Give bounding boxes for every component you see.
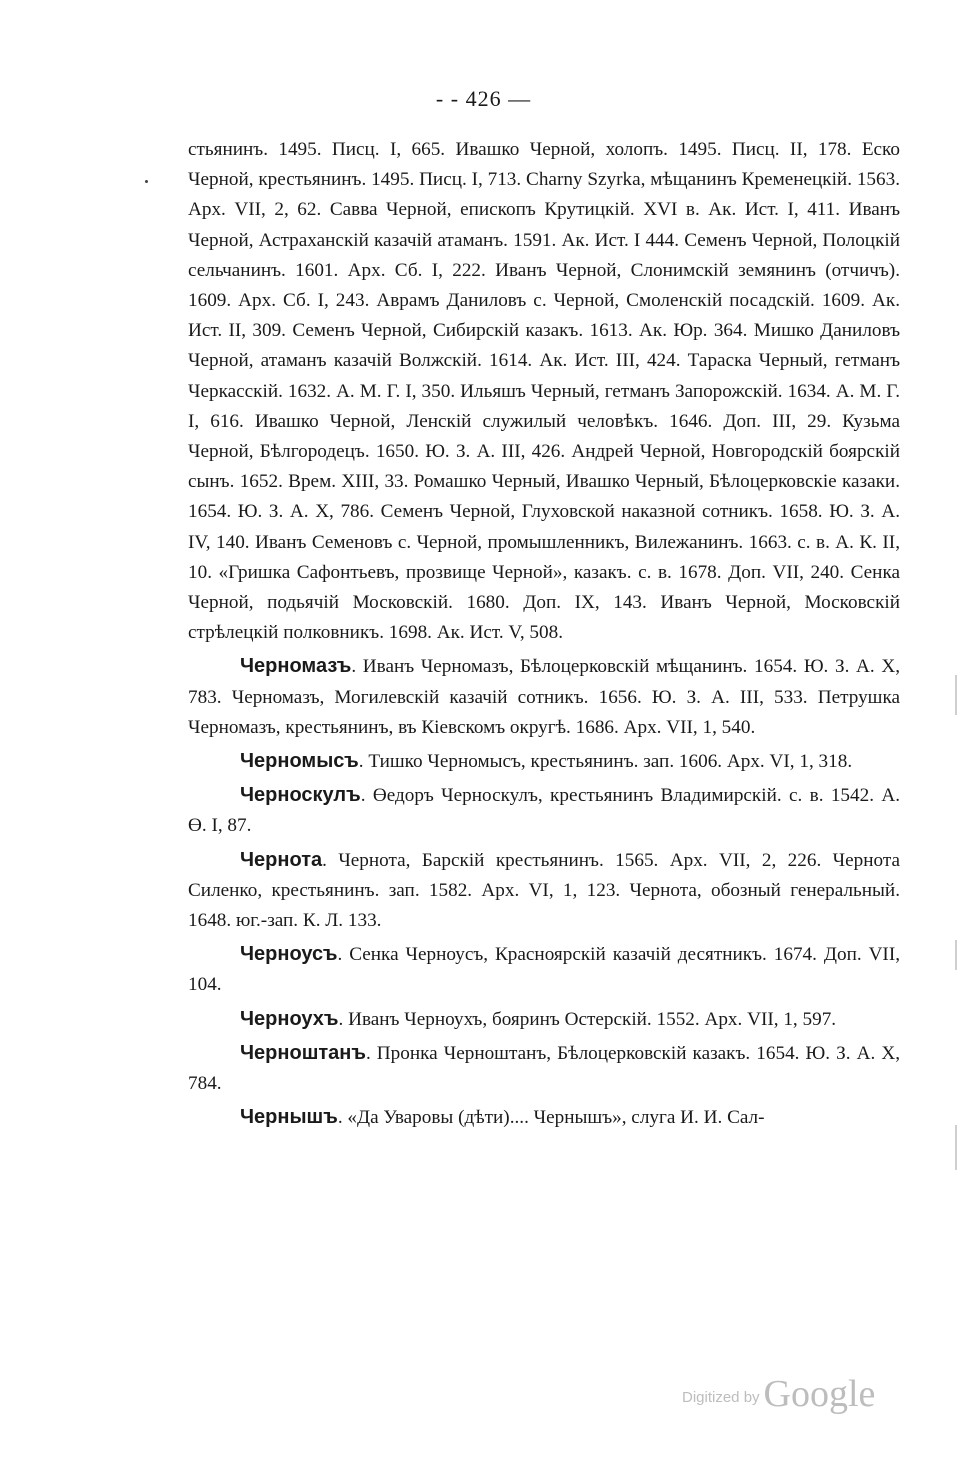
entry-text: . Өедоръ Черноскулъ, крестьянинъ Владимирскій. с. в. 1542. А. Ө. I, 87. bbox=[188, 785, 900, 837]
headword: Черноскулъ bbox=[240, 784, 361, 807]
scan-edge-mark bbox=[955, 675, 957, 715]
headword: Чернота bbox=[240, 848, 323, 871]
entry-text: . «Да Уваровы (дѣти).... Чернышъ», слуга И. И. Сал- bbox=[337, 1107, 765, 1129]
headword: Черноусъ bbox=[240, 943, 338, 966]
entry-chernoshtan bbox=[188, 1038, 900, 1099]
page-number: - - 426 — bbox=[435, 86, 532, 111]
intro-paragraph: стьянинъ. 1495. Писц. I, 665. Ивашко Черной, холопъ. 1495. Писц. II, 178. Еско Черной, крестьянинъ. 1495. Писц. I, 713. Charny Szyrka, мѣщанинъ Кременецкій. 1563. Арх. VII, 2, 62. Савва Черной, епископъ Крутицкій. XVI в. Ак. Ист. I, 411. Иванъ Черной, Астраханскій казачій атаманъ. 1591. Ак. Ист. I 444. Семенъ Черной, Полоцкій сельчанинъ. 1601. Арх. Сб. I, 222. Иванъ Черной, Слонимскій земянинъ (отчичъ). 1609. Арх. Сб. I, 243. Аврамъ Даниловъ с. Черной, Смоленскій посадскій. 1609. Ак. Ист. II, 309. Семенъ Черной, Сибирскій казакъ. 1613. Ак. Юр. 364. Мишко Даниловъ Черной, атаманъ казачій Волжскій. 1614. Ак. Ист. III, 424. Тараска Черный, гетманъ Черкасскій. 1632. А. М. Г. I, 350. Ильяшъ Черный, гетманъ Запорожскій. 1634. А. М. Г. I, 616. Ивашко Черной, Ленскій служилый человѣкъ. 1646. Доп. III, 29. Кузьма Черной, Бѣлгородецъ. 1650. Ю. З. А. III, 426. Андрей Черной, Новгородскій боярскій сынъ. 1652. Врем. XIII, 33. Ромашко Черный, Ивашко Черный, Бѣлоцерковскіе казаки. 1654. Ю. З. А. X, 786. Семенъ Черной, Глуховской наказной сотникъ. 1658. Ю. З. А. IV, 140. Иванъ Семеновъ с. Черной, промышленникъ, Вилежанинъ. 1663. с. в. А. К. II, 10. «Гришка Сафонтьевъ, прозвище Черной», казакъ. с. в. 1678. Доп. VII, 240. Сенка Черной, подьячій Московскій. 1680. Доп. IX, 143. Иванъ Черной, Московскій стрѣлецкій полковникъ. 1698. Ак. Ист. V, 508. bbox=[188, 139, 900, 644]
entry-chernoskul bbox=[188, 780, 900, 841]
entry-chernous bbox=[188, 939, 900, 1000]
entry-text: . Иванъ Черноухъ, бояринъ Остерскій. 1552. Арх. VII, 1, 597. bbox=[338, 1008, 837, 1030]
entry-chernomaz bbox=[188, 651, 900, 743]
entry-chernoukh bbox=[188, 1004, 900, 1035]
entry-text: . Сенка Черноусъ, Красноярскій казачій десятникъ. 1674. Доп. VII, 104. bbox=[188, 944, 900, 996]
scan-edge-mark bbox=[955, 940, 957, 970]
headword: Черномысъ bbox=[240, 750, 359, 773]
scan-edge-mark bbox=[955, 1125, 957, 1170]
entry-chernomys bbox=[188, 746, 900, 777]
google-logo: Google bbox=[763, 1373, 876, 1415]
watermark-prefix: Digitized by bbox=[682, 1389, 760, 1406]
headword: Черноухъ bbox=[240, 1007, 339, 1030]
entry-chernota bbox=[188, 845, 900, 937]
headword: Чернышъ bbox=[240, 1106, 338, 1129]
headword: Черноштанъ bbox=[240, 1041, 366, 1064]
page-body bbox=[188, 135, 900, 1137]
entry-text: . Чернота, Барскій крестьянинъ. 1565. Арх. VII, 2, 226. Чернота Силенко, крестьянинъ. зап. 1582. Арх. VI, 1, 123. Чернота, обозный генеральный. 1648. юг.-зап. К. Л. 133. bbox=[188, 849, 900, 932]
entry-chernysh bbox=[188, 1102, 900, 1133]
entry-text: . Пронка Черноштанъ, Бѣлоцерковскій казакъ. 1654. Ю. З. А. X, 784. bbox=[188, 1042, 900, 1095]
entry-text: . Тишко Черномысъ, крестьянинъ. зап. 1606. Арх. VI, 1, 318. bbox=[358, 751, 853, 773]
digitized-watermark bbox=[682, 1372, 875, 1416]
margin-mark bbox=[145, 180, 148, 183]
headword: Черномазъ bbox=[240, 655, 352, 678]
entry-text: . Иванъ Черномазъ, Бѣлоцерковскій мѣщанинъ. 1654. Ю. З. А. X, 783. Черномазъ, Могилевскій казачій сотникъ. 1656. Ю. З. А. III, 533. Петрушка Черномазъ, крестьянинъ, въ Кіевскомъ округѣ. 1686. Арх. VII, 1, 540. bbox=[188, 656, 900, 738]
